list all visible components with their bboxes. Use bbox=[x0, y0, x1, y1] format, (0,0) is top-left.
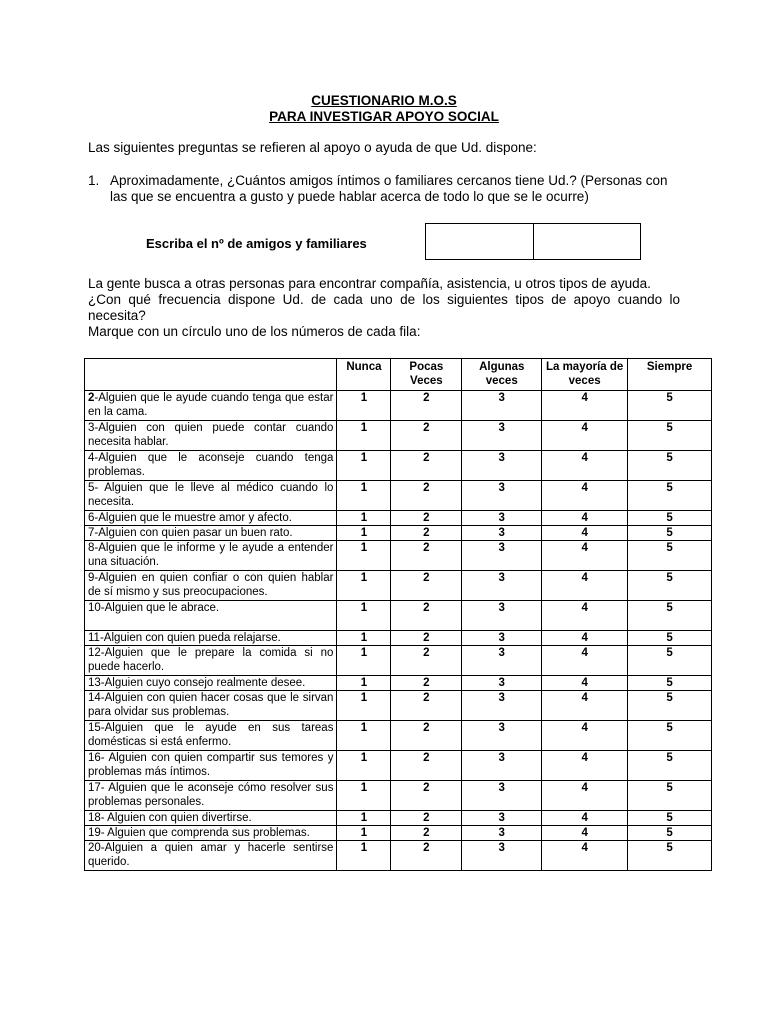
question-text: 16- Alguien con quien compartir sus temores y problemas más íntimos. bbox=[88, 752, 334, 778]
answer-option-3[interactable]: 3 bbox=[462, 826, 542, 841]
question-cell bbox=[85, 841, 337, 871]
question-text: 9-Alguien en quien confiar o con quien hablar de sí mismo y sus preocupaciones. bbox=[88, 572, 334, 598]
answer-option-1[interactable]: 1 bbox=[337, 751, 391, 781]
table-row bbox=[85, 541, 712, 571]
question-text: 12-Alguien que le prepare la comida si no puede hacerlo. bbox=[88, 647, 334, 673]
question-text: 11-Alguien con quien pueda relajarse. bbox=[88, 632, 281, 644]
answer-option-3[interactable]: 3 bbox=[462, 421, 542, 451]
question-cell bbox=[85, 601, 337, 631]
question-text: 4-Alguien que le aconseje cuando tenga problemas. bbox=[88, 452, 334, 478]
answer-option-3[interactable]: 3 bbox=[462, 781, 542, 811]
question-cell bbox=[85, 631, 337, 646]
question-cell bbox=[85, 676, 337, 691]
answer-option-3[interactable]: 3 bbox=[462, 541, 542, 571]
answer-option-1[interactable]: 1 bbox=[337, 676, 391, 691]
question-cell bbox=[85, 646, 337, 676]
question-text: 13-Alguien cuyo consejo realmente desee. bbox=[88, 677, 306, 689]
table-row bbox=[85, 511, 712, 526]
header-siempre: Siempre bbox=[628, 359, 712, 391]
answer-option-5[interactable]: 5 bbox=[628, 451, 712, 481]
question-cell bbox=[85, 811, 337, 826]
answer-option-4[interactable]: 4 bbox=[542, 526, 628, 541]
answer-option-5[interactable]: 5 bbox=[628, 511, 712, 526]
table-row bbox=[85, 631, 712, 646]
question-cell bbox=[85, 721, 337, 751]
question-text: 6-Alguien que le muestre amor y afecto. bbox=[88, 512, 292, 524]
answer-option-5[interactable]: 5 bbox=[628, 781, 712, 811]
answer-option-2[interactable]: 2 bbox=[391, 781, 462, 811]
answer-option-3[interactable]: 3 bbox=[462, 481, 542, 511]
answer-option-1[interactable]: 1 bbox=[337, 721, 391, 751]
answer-option-5[interactable]: 5 bbox=[628, 826, 712, 841]
answer-option-2[interactable]: 2 bbox=[391, 811, 462, 826]
question-cell bbox=[85, 826, 337, 841]
answer-option-1[interactable]: 1 bbox=[337, 481, 391, 511]
question-text: 19- Alguien que comprenda sus problemas. bbox=[88, 827, 310, 839]
answer-option-5[interactable]: 5 bbox=[628, 601, 712, 631]
friends-count-label: Escriba el nº de amigos y familiares bbox=[146, 236, 367, 251]
table-row bbox=[85, 391, 712, 421]
answer-option-2[interactable]: 2 bbox=[391, 631, 462, 646]
answer-option-2[interactable]: 2 bbox=[391, 691, 462, 721]
answer-option-4[interactable]: 4 bbox=[542, 826, 628, 841]
answer-option-3[interactable]: 3 bbox=[462, 811, 542, 826]
table-row bbox=[85, 781, 712, 811]
answer-option-4[interactable]: 4 bbox=[542, 391, 628, 421]
question-cell bbox=[85, 511, 337, 526]
instruction-line-2: ¿Con qué frecuencia dispone Ud. de cada uno de los siguientes tipos de apoyo cuando lo necesita? bbox=[88, 292, 680, 323]
question-text: 8-Alguien que le informe y le ayude a entender una situación. bbox=[88, 542, 334, 568]
question-cell bbox=[85, 691, 337, 721]
question-cell bbox=[85, 391, 337, 421]
answer-option-4[interactable]: 4 bbox=[542, 691, 628, 721]
table-row bbox=[85, 811, 712, 826]
answer-option-1[interactable]: 1 bbox=[337, 811, 391, 826]
answer-option-1[interactable]: 1 bbox=[337, 541, 391, 571]
answer-option-2[interactable]: 2 bbox=[391, 421, 462, 451]
answer-option-5[interactable]: 5 bbox=[628, 481, 712, 511]
answer-option-5[interactable]: 5 bbox=[628, 421, 712, 451]
answer-option-5[interactable]: 5 bbox=[628, 541, 712, 571]
answer-option-3[interactable]: 3 bbox=[462, 646, 542, 676]
answer-option-3[interactable]: 3 bbox=[462, 511, 542, 526]
answer-option-5[interactable]: 5 bbox=[628, 811, 712, 826]
answer-option-1[interactable]: 1 bbox=[337, 631, 391, 646]
answer-option-3[interactable]: 3 bbox=[462, 526, 542, 541]
answer-option-4[interactable]: 4 bbox=[542, 481, 628, 511]
answer-option-2[interactable]: 2 bbox=[391, 541, 462, 571]
answer-option-5[interactable]: 5 bbox=[628, 526, 712, 541]
table-row bbox=[85, 481, 712, 511]
answer-option-1[interactable]: 1 bbox=[337, 781, 391, 811]
answer-option-5[interactable]: 5 bbox=[628, 631, 712, 646]
answer-option-1[interactable]: 1 bbox=[337, 601, 391, 631]
answer-option-3[interactable]: 3 bbox=[462, 391, 542, 421]
header-algunas-veces: Algunas veces bbox=[462, 359, 542, 391]
question-cell bbox=[85, 421, 337, 451]
question-text: 18- Alguien con quien divertirse. bbox=[88, 812, 252, 824]
answer-option-1[interactable]: 1 bbox=[337, 421, 391, 451]
answer-option-1[interactable]: 1 bbox=[337, 526, 391, 541]
table-row bbox=[85, 646, 712, 676]
answer-option-1[interactable]: 1 bbox=[337, 511, 391, 526]
friends-count-boxes[interactable] bbox=[425, 223, 641, 260]
answer-option-2[interactable]: 2 bbox=[391, 526, 462, 541]
answer-option-4[interactable]: 4 bbox=[542, 646, 628, 676]
answer-option-4[interactable]: 4 bbox=[542, 451, 628, 481]
question-text: 15-Alguien que le ayude en sus tareas domésticas si está enfermo. bbox=[88, 722, 334, 748]
answer-option-3[interactable]: 3 bbox=[462, 751, 542, 781]
question-text: 20-Alguien a quien amar y hacerle sentirse querido. bbox=[88, 842, 334, 868]
answer-option-4[interactable]: 4 bbox=[542, 781, 628, 811]
answer-option-3[interactable]: 3 bbox=[462, 571, 542, 601]
header-nunca: Nunca bbox=[337, 359, 391, 391]
intro-text: Las siguientes preguntas se refieren al apoyo o ayuda de que Ud. dispone: bbox=[88, 140, 537, 155]
answer-option-3[interactable]: 3 bbox=[462, 841, 542, 871]
answer-option-4[interactable]: 4 bbox=[542, 811, 628, 826]
question-1-number: 1. bbox=[88, 173, 100, 188]
title-line-2: PARA INVESTIGAR APOYO SOCIAL bbox=[269, 109, 499, 124]
answer-option-1[interactable]: 1 bbox=[337, 646, 391, 676]
answer-option-5[interactable]: 5 bbox=[628, 751, 712, 781]
answer-option-4[interactable]: 4 bbox=[542, 421, 628, 451]
question-text: 10-Alguien que le abrace. bbox=[88, 602, 220, 614]
question-cell bbox=[85, 751, 337, 781]
question-cell bbox=[85, 481, 337, 511]
table-row bbox=[85, 676, 712, 691]
instruction-line-3: Marque con un círculo uno de los números de cada fila: bbox=[88, 324, 421, 339]
answer-option-2[interactable]: 2 bbox=[391, 721, 462, 751]
friends-count-box-2[interactable] bbox=[534, 224, 641, 259]
question-text: 5- Alguien que le lleve al médico cuando lo necesita. bbox=[88, 482, 334, 508]
answer-option-3[interactable]: 3 bbox=[462, 721, 542, 751]
answer-option-1[interactable]: 1 bbox=[337, 571, 391, 601]
question-cell bbox=[85, 451, 337, 481]
answer-option-4[interactable]: 4 bbox=[542, 571, 628, 601]
question-text: -Alguien que le ayude cuando tenga que estar en la cama. bbox=[88, 392, 334, 418]
answer-option-5[interactable]: 5 bbox=[628, 571, 712, 601]
question-1-text: Aproximadamente, ¿Cuántos amigos íntimos o familiares cercanos tiene Ud.? (Personas con las que se encuentra a gusto y puede hablar acerca de todo lo que se le ocurre) bbox=[110, 173, 668, 204]
answer-option-2[interactable]: 2 bbox=[391, 676, 462, 691]
answer-option-4[interactable]: 4 bbox=[542, 601, 628, 631]
answer-option-5[interactable]: 5 bbox=[628, 676, 712, 691]
answer-option-2[interactable]: 2 bbox=[391, 451, 462, 481]
table-row bbox=[85, 526, 712, 541]
question-text: 7-Alguien con quien pasar un buen rato. bbox=[88, 527, 293, 539]
answer-option-3[interactable]: 3 bbox=[462, 601, 542, 631]
header-item bbox=[85, 359, 337, 391]
question-text: 17- Alguien que le aconseje cómo resolver sus problemas personales. bbox=[88, 782, 334, 808]
answer-option-2[interactable]: 2 bbox=[391, 481, 462, 511]
answer-option-4[interactable]: 4 bbox=[542, 631, 628, 646]
support-questionnaire-table bbox=[84, 358, 712, 871]
answer-option-1[interactable]: 1 bbox=[337, 451, 391, 481]
title-line-1: CUESTIONARIO M.O.S bbox=[311, 93, 457, 108]
table-row bbox=[85, 421, 712, 451]
answer-option-4[interactable]: 4 bbox=[542, 511, 628, 526]
answer-option-5[interactable]: 5 bbox=[628, 646, 712, 676]
question-cell bbox=[85, 781, 337, 811]
answer-option-4[interactable]: 4 bbox=[542, 541, 628, 571]
friends-count-box-1[interactable] bbox=[426, 224, 534, 259]
table-row bbox=[85, 751, 712, 781]
table-row bbox=[85, 841, 712, 871]
answer-option-2[interactable]: 2 bbox=[391, 646, 462, 676]
answer-option-1[interactable]: 1 bbox=[337, 841, 391, 871]
answer-option-3[interactable]: 3 bbox=[462, 451, 542, 481]
question-cell bbox=[85, 571, 337, 601]
answer-option-1[interactable]: 1 bbox=[337, 391, 391, 421]
answer-option-5[interactable]: 5 bbox=[628, 391, 712, 421]
table-header-row bbox=[85, 359, 712, 391]
question-number: 2 bbox=[88, 392, 95, 404]
answer-option-2[interactable]: 2 bbox=[391, 511, 462, 526]
answer-option-4[interactable]: 4 bbox=[542, 676, 628, 691]
answer-option-2[interactable]: 2 bbox=[391, 571, 462, 601]
header-la-mayoria: La mayoría de veces bbox=[542, 359, 628, 391]
answer-option-3[interactable]: 3 bbox=[462, 691, 542, 721]
answer-option-3[interactable]: 3 bbox=[462, 631, 542, 646]
table-row bbox=[85, 601, 712, 631]
answer-option-4[interactable]: 4 bbox=[542, 841, 628, 871]
table-row bbox=[85, 691, 712, 721]
answer-option-4[interactable]: 4 bbox=[542, 721, 628, 751]
question-cell bbox=[85, 541, 337, 571]
header-pocas-veces: Pocas Veces bbox=[391, 359, 462, 391]
answer-option-5[interactable]: 5 bbox=[628, 841, 712, 871]
answer-option-5[interactable]: 5 bbox=[628, 691, 712, 721]
instruction-line-1: La gente busca a otras personas para encontrar compañía, asistencia, u otros tipos de ayuda. bbox=[88, 276, 651, 291]
table-row bbox=[85, 451, 712, 481]
answer-option-4[interactable]: 4 bbox=[542, 751, 628, 781]
answer-option-2[interactable]: 2 bbox=[391, 826, 462, 841]
answer-option-2[interactable]: 2 bbox=[391, 601, 462, 631]
answer-option-2[interactable]: 2 bbox=[391, 841, 462, 871]
instructions bbox=[88, 276, 680, 340]
answer-option-2[interactable]: 2 bbox=[391, 751, 462, 781]
question-text: 14-Alguien con quien hacer cosas que le sirvan para olvidar sus problemas. bbox=[88, 692, 334, 718]
table-row bbox=[85, 826, 712, 841]
answer-option-1[interactable]: 1 bbox=[337, 691, 391, 721]
answer-option-1[interactable]: 1 bbox=[337, 826, 391, 841]
answer-option-3[interactable]: 3 bbox=[462, 676, 542, 691]
question-cell bbox=[85, 526, 337, 541]
table-row bbox=[85, 721, 712, 751]
answer-option-5[interactable]: 5 bbox=[628, 721, 712, 751]
table-row bbox=[85, 571, 712, 601]
answer-option-2[interactable]: 2 bbox=[391, 391, 462, 421]
question-text: 3-Alguien con quien puede contar cuando necesita hablar. bbox=[88, 422, 334, 448]
